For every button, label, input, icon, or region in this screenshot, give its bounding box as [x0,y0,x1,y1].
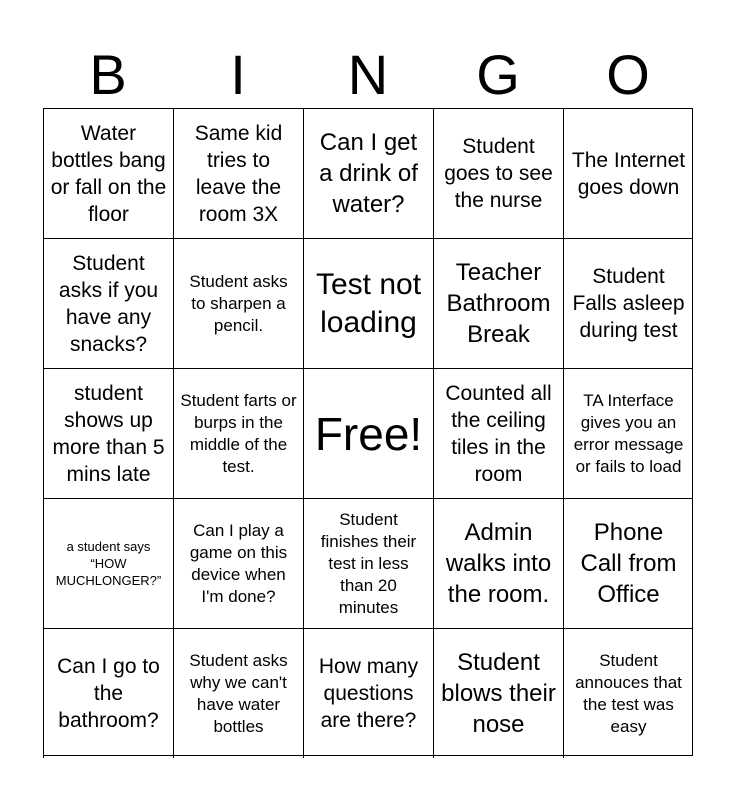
header-letter-o: O [606,43,650,106]
bingo-cell[interactable]: Can I go to the bathroom? [43,628,173,758]
bingo-cell[interactable]: Student asks why we can't have water bottles [173,628,303,758]
bingo-cell[interactable]: Can I play a game on this device when I'm done? [173,498,303,628]
bingo-cell[interactable]: a student says “HOW MUCHLONGER?” [43,498,173,628]
bingo-cell[interactable]: Student annouces that the test was easy [563,628,693,758]
bingo-cell[interactable]: Test not loading [303,238,433,368]
bingo-cell[interactable]: Student farts or burps in the middle of the test. [173,368,303,498]
bingo-cell[interactable]: How many questions are there? [303,628,433,758]
bingo-cell[interactable]: Can I get a drink of water? [303,108,433,238]
free-space-cell[interactable]: Free! [303,368,433,498]
bingo-cell[interactable]: Teacher Bathroom Break [433,238,563,368]
bingo-cell[interactable]: Counted all the ceiling tiles in the room [433,368,563,498]
header-letter-g: G [476,43,520,106]
bingo-cell[interactable]: Student blows their nose [433,628,563,758]
bingo-cell[interactable]: Same kid tries to leave the room 3X [173,108,303,238]
bingo-cell[interactable]: student shows up more than 5 mins late [43,368,173,498]
header-letter-i: I [230,43,246,106]
bingo-board [43,108,693,756]
bingo-cell[interactable]: Student goes to see the nurse [433,108,563,238]
bingo-cell[interactable]: Student asks if you have any snacks? [43,238,173,368]
bingo-cell[interactable]: TA Interface gives you an error message or fails to load [563,368,693,498]
bingo-cell[interactable]: Water bottles bang or fall on the floor [43,108,173,238]
bingo-cell[interactable]: The Internet goes down [563,108,693,238]
bingo-header [43,42,693,108]
bingo-cell[interactable]: Student asks to sharpen a pencil. [173,238,303,368]
bingo-cell[interactable]: Student Falls asleep during test [563,238,693,368]
bingo-cell[interactable]: Student finishes their test in less than 20 minutes [303,498,433,628]
header-letter-n: N [347,43,389,106]
bingo-cell[interactable]: Admin walks into the room. [433,498,563,628]
bingo-cell[interactable]: Phone Call from Office [563,498,693,628]
header-letter-b: B [89,43,127,106]
